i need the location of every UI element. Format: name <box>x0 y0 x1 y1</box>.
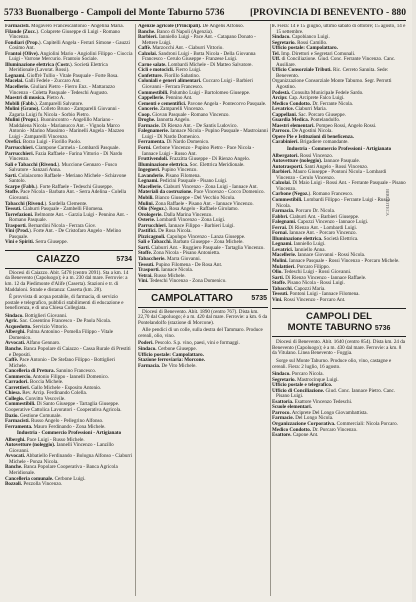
directory-entry: Legnami. Ianniello Luigi. <box>272 241 326 248</box>
directory-entry: Alberghi. Palma Antonino - Pomella Filippo - Vitale Domenico. <box>5 329 113 341</box>
directory-entry: Trasporti. Iannace Nicola. <box>138 267 194 274</box>
directory-entry: Cancelleria comunale. Cerbone Luigi. <box>5 475 86 482</box>
directory-entry: Cancelleria di Pretura. Sannino Francesco. <box>5 368 97 375</box>
directory-entry: Pizzicagnoli. Capolupo Vincenzo - Lanza Giuseppe. <box>138 233 246 240</box>
column-middle <box>138 24 268 596</box>
directory-entry: Organizzazione Consorziale Monte Taburno. Segr. Perrotti Agostino. <box>272 78 392 91</box>
directory-entry: Vini. Tedeschi Vincenzo - Zona Domenico. <box>138 278 227 285</box>
directory-entry: Dazio. Gestione Comunale. <box>5 412 62 419</box>
column-divider <box>135 24 136 596</box>
caiazzo-entries <box>5 314 133 430</box>
directory-entry: Levatrici. Ianniello Anna. <box>272 246 326 253</box>
directory-entry: Concerie. Zamparelli Vincenzo. <box>138 106 205 113</box>
directory-entry: Levatrice. Ciaburri Maria. <box>272 106 327 113</box>
directory-entry: Avvocati. Abbatiello Ferdinando - Bologna Alfonso - Ciaburri Michele - Ponza Nicola. <box>5 453 133 465</box>
directory-entry: Carabinieri. Brigadiere comandante. <box>272 139 349 146</box>
directory-entry: Pastifici. De Rosa Nicola. <box>138 228 192 235</box>
directory-entry: Molini (Grano). Colleto Bruno - Zamparelli Giovanni - Zagaria Luigi fu Nicola - Sorbio Pietro. <box>5 106 120 118</box>
directory-entry: Calzolai. Sandroni Luigi - Botta Nicola - Della Giovanna Francesco - Cerulo Giuseppe - Franzese Luigi. <box>138 50 256 63</box>
town-description-2: Sorge sul Monte Taburno. Produce olio, vino, castagne e cereali. Fiera: 2 luglio, 16 agosto. <box>272 357 392 370</box>
directory-entry: Ferramenta. Di Nardo Domenico. <box>138 139 210 146</box>
directory-entry: Mulini (Propr.). Buonincontro - Angelillo Mariano - Maddalena Nicola - Marianucco Ant. - Vignola Marco Antonio - Marino Massimo - Marinelli Angela - Mazzeo Luigi - Zamparelli Vincenzo. <box>5 117 125 140</box>
directory-entry: Autotrasporti. Santi Angelo - Rossi Vincenzo. <box>272 163 369 170</box>
directory-entry: Olio. Tedeschi Luigi - Rossi Giovanni. <box>272 269 352 276</box>
directory-entry: Sarti. Di Rienzo Vincenzo - Iannace Raffaele. <box>272 274 367 281</box>
directory-entry: Coloniali e generi alimentari. Cuccaro Luigi - Barbieri Giovanni - Ferrara Francesco. <box>138 78 253 91</box>
directory-entry: Farmacia. Porcaro Dr. Nicola. <box>272 208 336 215</box>
directory-entry: Medico Condotto. Dr. Porcaro Vincenzo. <box>272 426 358 433</box>
directory-entry: Ufficio Consorziale Tributi. Ric. Cerreto Sannita. Sede: Benevento. <box>272 67 389 79</box>
directory-entry: Illuminazione elettrica. Soc. Elettrica Meridionale. <box>138 161 245 168</box>
town-description: Diocesi di Benevento. Abit. 1640 (centro 854). Dista km. 24 da Benevento (Capoluogo); è a m. 430 dal mare. Ferrovie: a km. 8 da Vitulano. Linea Benevento - Foggia. <box>272 339 406 357</box>
town-name: CAMPOLATTARO <box>151 292 233 304</box>
directory-entry: Ufficio postale: Campolattaro. <box>138 351 204 358</box>
section-heading: Industria - Commercio Professioni - Artigianato <box>286 146 392 153</box>
directory-entry: Ufficio postale e telegrafico. <box>272 382 333 389</box>
directory-entry: Avvocati. Alfano Gennaro. <box>5 340 61 347</box>
directory-entry: Tessuti. Pupino Filomena - De Rosa Ant. <box>138 261 223 268</box>
directory-entry: Farmacie. Del Longo Nicola. <box>272 415 334 422</box>
directory-entry: Orologerie. Dalla Marina Vincenzo. <box>138 211 213 218</box>
caiazzo-entries-2 <box>5 438 133 488</box>
directory-entry: Organizzazione Corporativa. Commerciali: Nicola Porcaro. <box>272 421 398 427</box>
directory-entry: Falegnami. Capozzi Vincenzo - Iannace Luigi. <box>272 219 369 226</box>
directory-entry: Carne salate. Lombardi Michele - Di Matteo Salvatore. <box>138 61 253 68</box>
directory-entry: F. Fiera: 14 e 15 giugno, ultimo sabato di ottobre; 15 agosto, 14 e 15 settembre. <box>272 24 406 35</box>
campolattaro-commerce-entries <box>272 154 406 304</box>
directory-entry: Bozzoli. Pezzolla Vincenzo. <box>5 481 63 488</box>
caiazzo-commerce-entries <box>138 24 268 285</box>
directory-entry: Illuminazione elettrica (Costr.). Società Elettrica Meridionale (Lavorat. Rossi). <box>5 61 108 74</box>
directory-entry: Barbieri. Mauro Giuseppe - Pontoni Nicola - Lombardi Vincenzo - Cerulo Vincenzo. <box>272 169 387 181</box>
town-description: Diocesi di Caiazzo. Abit. 5478 (centro 2091). Sta a km. 14 da Benevento (Capoluogo); è a m. 230 dal mare. Ferrovie: a km. 12 da Piedimonte d'Alife (Caserta). Stazioni e tr. di Maddaloni. Strade e distanza: Caserta (km. 28). <box>5 269 129 293</box>
directory-entry: Vini (Prod.). Forte Ant. - De Cristofaro Angelo - Melino Pasquale. <box>5 228 122 240</box>
directory-entry: Stoffe. Pace Nicola - Barbato Ant. - Serra Adelina - Colella Giovanni. <box>5 189 127 201</box>
directory-entry: Stoffe. Zona Nicola - Pisano Antonietta. <box>138 250 221 257</box>
directory-entry: Segretario. Rossi Camillo. <box>272 39 328 46</box>
side-stamp: BIBLIOTECA <box>384 189 390 216</box>
directory-entry: Ufficio di Conciliazione. Giud. Conc. Iannace Pietro. Canc. Pisano Luigi. <box>272 387 396 400</box>
campoli-entries <box>272 372 406 439</box>
directory-entry: Legnami. Gioffrè Tullio - Vitale Pasquale - Forte Rosa. <box>5 72 119 79</box>
directory-entry: Vini. Rossi Vincenzo - Porcaro Ant. <box>272 296 346 303</box>
directory-entry: Legnami. Pedicini Pasquale - Pisano Luigi. <box>138 178 228 185</box>
directory-entry: Carbone (Negoz.). Romano Francesco. <box>272 191 354 198</box>
section-heading: Industria - Commercio Professioni - Artigianato <box>16 430 122 437</box>
column-left <box>5 24 133 596</box>
directory-entry: Farmacie. Di Rienzo Ant. - De Santis Ludovico. <box>138 122 238 129</box>
directory-entry: Cappellerie. Pennino Ant. <box>138 95 193 102</box>
directory-entry: Agric. Sac. Cosentino Francesco - De Paola Nicola. <box>5 318 112 325</box>
directory-entry: Banche. Banco di Napoli (Agenzia). <box>138 28 213 35</box>
directory-entry: Commestibili. Di Santo Giuseppe - Tartaglia Giuseppe. <box>5 401 120 408</box>
directory-entry: Commestibili. Lombardi Filippo - Ferrante Luigi - Russo Nicola. <box>272 196 390 209</box>
directory-entry: Fornai. Iannace Ant. - Porcaro Vincenzo. <box>272 230 357 237</box>
directory-entry: Uff. di Conciliazione. Giud. Conc. Ferrante Vincenzo. Canc. Ausiliare. <box>272 56 396 68</box>
town-code: 5735 <box>251 294 267 302</box>
directory-entry: Carradori. Boccia Michele. <box>5 379 64 386</box>
directory-entry: Parrucchieri. Fazia Raffaele - Farina Vittorio - Di Nardo Vincenzo. <box>5 150 123 163</box>
directory-entry: Maestri di musica. Pietro A. <box>5 95 65 102</box>
directory-entry: Forni. Cerbone Vincenzo - Pupino Pietro - Pace Nicola - Iannace Luigi - Russo Ant. <box>138 145 255 157</box>
directory-entry: Coop. Giovan Pasquale - Romano Vincenzo. <box>138 111 230 118</box>
directory-entry: Maestri elementari. Pompeo Rossi, Angelo Rossi. <box>272 122 377 129</box>
directory-entry: Farmacia. De Vito Michele. <box>138 362 197 369</box>
directory-entry: Lavanderie. Pisano Filomena. <box>138 172 201 179</box>
directory-entry: Tessuti. Ciaburri Pasquale - Zambelli Filomena. <box>5 206 104 213</box>
directory-entry: Parrucchieri. Ciampone Carmela - Lombardi Pasquale. <box>5 145 120 152</box>
directory-entry: Osterie. Lombardi Vincenzo - Zona Luigi. <box>138 217 226 224</box>
directory-entry: Banche. Banca Popolare di Caiazzo - Cassa Rurale di Prestiti e Depositi. <box>5 345 131 358</box>
directory-entry: Sarti. Colaiacomo Raffaele - Meriano Michele - Schiavone Santolo. <box>5 172 127 185</box>
directory-entry: Mobili. Bianco Giuseppe - Del Vecchio Nicola. <box>138 194 236 201</box>
directory-entry: Macellerie. Giuliani Pietro - Fierro Enz. - Mattarazzo Vincenzo - Coletta Pasquale - Tedeschi Augusto. <box>5 84 115 96</box>
directory-entry: Cicli e motocicli. Fierro Luigi. <box>138 67 202 74</box>
directory-entry: Tabacchi (Rivend.). Sardella Clemente. <box>5 200 88 207</box>
directory-entry: Cappellani. Sac. Porcaro Giuseppe. <box>272 111 346 118</box>
directory-entry: Podestà. Consulta Municipale Fedele Sardo. <box>272 89 364 96</box>
campolattaro-entries <box>138 341 268 369</box>
directory-entry: Vetrai. Russo Michele. <box>138 272 186 279</box>
directory-entry: Illuminazione elettrica. Società Elettrica. <box>272 235 359 242</box>
directory-entry: Trasporti. Bernardini Nicola - Ferrara Giov. <box>5 222 97 229</box>
directory-entry: Ferramenta. Mauro Ferdinando - Zona Michele. <box>5 423 106 430</box>
directory-entry: Commercio. Antonio Filippo - Iannelli Domenico. <box>5 373 109 380</box>
directory-entry: Stazione ferroviaria: Morcone. <box>138 357 205 364</box>
town-description-2: È provvista di acqua potabile, di farmacia, di servizio postale e telegrafico, pubblici stabilimenti di educazione e beneficenza, e di una Chiesa Collegiata. <box>5 294 124 312</box>
directory-entry: Alberghi. Pace Luigi - Russo Michele. <box>5 436 85 443</box>
directory-entry: Medico Condotto. Dr. Ferrante Nicola. <box>272 100 354 107</box>
directory-entry: Fruttivendoli. Frazzitta Giuseppe - Di Rienzo Angelo. <box>138 156 251 163</box>
directory-entry: Molini. Iannace Pasquale - Rossi Vincenzo - Porcaro Michele. <box>272 257 400 264</box>
directory-entry: Esattoria. Esattore Vincenzo Tedeschi. <box>272 398 353 405</box>
campoli-title <box>272 308 406 337</box>
directory-entry: Poderi. Pescolo. S.p. vino, paesi, vini e formaggi. <box>138 340 240 347</box>
town-description: Diocesi di Benevento. Abit. 1890 (centro 767). Dista km. 22,70 dal Capoluogo; è a m. 420 dal mare. Ferrovie: a km. 6 da Pontelandolfo (stazione di Morcone). <box>138 308 268 326</box>
caiazzo-title <box>5 250 133 269</box>
directory-entry: Scarpe (Fabb.). Forte Raffaele - Tedeschi Giuseppe. <box>5 183 113 190</box>
column-right <box>272 24 406 596</box>
directory-entry: Chiesa. Rev. Arcip. Ferdinando Colella. <box>5 390 88 397</box>
directory-entry: Calzolai. Di Maio Luigi - Rossi Ant. - Ferrante Pasquale - Pisano Vincenzo. <box>272 180 406 192</box>
directory-entry: Autovetture (noleggio). Iannelli Vincenzo - Lanzillo Giovanni. <box>5 442 114 454</box>
directory-entry: Parroco. Arciprete Del Longo Giovambattista. <box>272 409 368 416</box>
directory-entry: Vini e Spiriti. Serra Giuseppe. <box>5 239 68 246</box>
directory-entry: Esattore. Capone Ant. <box>272 432 319 439</box>
directory-entry: Tabaccherie. Marra Giovanni. <box>138 255 201 262</box>
directory-entry: Parroco. De Agostini Nicola. <box>272 128 333 135</box>
directory-entry: Sarti. Ciaburri Ant. - Ruggiero Pasquale - Tartaglia Vincenzo. <box>138 244 265 251</box>
directory-entry: Macellerie. Iannace Giovanni - Rossi Nicola. <box>272 252 366 259</box>
directory-entry: Barbieri. Ianniello Luigi - Pace Ant. - Catapano Donato - Mettere Luigi. <box>138 34 256 46</box>
directory-entry: Ingegneri. Pupino Vincenzo. <box>138 167 198 174</box>
header-left: 5733 Buonalbergo - Campoli del Monte Taburno 5736 <box>4 7 225 18</box>
directory-entry: Olio (Negoz.). Rosa Angelo - Raffaele Girolamo. <box>138 206 239 213</box>
directory-entry: Fabbri. Ciaburri Ant. - Barbieri Giuseppe. <box>272 213 360 220</box>
directory-entry: Droghe. Iannotta Angelo. <box>138 117 191 124</box>
directory-entry: Farmacisti. Mogavero Francescantonio - Angelina Maria. <box>5 24 124 29</box>
directory-entry: Stoffe. Pisano Nicola - Rossi Luigi. <box>272 280 345 287</box>
town-name-line1: CAMPOLI DEL <box>305 311 373 323</box>
directory-entry: Macellerie. Ciaburri Vincenzo - Zona Luigi - Iannace Ant. <box>138 183 258 190</box>
directory-entry: Collegio. Convitto Vescovile. <box>5 395 66 402</box>
directory-entry: Ferrai. Di Rienzo Ant. - Lombardi Luigi. <box>272 224 358 231</box>
campolattaro-cont-entries <box>272 24 406 146</box>
directory-entry: Acquedotto. Servizio Vittorio. <box>5 323 68 330</box>
directory-entry: Sali e Tabacchi (Rivend.). Muccione Gennaro - Fusco Salvatore - Sanzari Anna. <box>5 161 118 174</box>
town-code: 5736 <box>374 325 391 333</box>
directory-entry: Caffè. Marzocchi Ant. - Ciaburri Vittorio. <box>138 45 224 52</box>
directory-entry: Sindaco. Bottiglieri Giovanni. <box>5 312 68 319</box>
directory-entry: Autovetture (noleggio). Iannace Pasquale. <box>272 158 361 165</box>
directory-entry: Fondiari (Prop.). Capitelli Angela - Ferrari Simone - Gauzzi Cosimo Ant. <box>5 39 130 52</box>
directory-entry: Agenzie agricole (Principali). De Angelis Alfonso. <box>138 24 244 29</box>
column-divider <box>270 24 271 596</box>
directory-entry: Cooperative Cattolica Lavoratori - Cooperativa Agricola. <box>5 407 122 413</box>
town-description-2: Alle pendici di un colle, sulla destra del Tammaro. Produce cereali, olio, vino. <box>138 327 263 339</box>
directory-entry: Sindaco. Capobianco Luigi. <box>272 34 330 41</box>
directory-entry: Tel. Imp. Direttori e Segretari Comunali. <box>272 50 356 57</box>
directory-entry: Tabacchi. Capozzi Maria. <box>272 285 326 292</box>
directory-entry: Confetture. Fiorillo Sabatino. <box>138 72 200 79</box>
directory-entry: Albergatori. Rossi Vincenzo. <box>272 152 334 159</box>
directory-entry: Caffè. Pace Antonio - De Stefano Filippo - Bottiglieri Michele. <box>5 357 115 369</box>
campolattaro-title <box>138 289 268 308</box>
directory-entry: Sali e Tabacchi. Barbato Giuseppe - Zona Michele. <box>138 239 244 246</box>
directory-entry: Frantoi (Olive). Angiolini Mario - Angiolini Filippo - Cioccia Luigi - Varrone Mercurio. Frantoio Sociale. <box>5 50 133 63</box>
directory-entry: Opere Pie e Istituzioni di beneficenza. <box>272 133 354 140</box>
town-code: 5734 <box>116 255 132 263</box>
directory-entry: Materiali da costruzione. Pace Vincenzo - Cocco Domenico. <box>138 189 265 196</box>
directory-entry: Macelai. Galli Fedele - Zuccaro Ant. <box>5 78 81 85</box>
directory-entry: Mulattieri. Porcaro Filippo. <box>272 263 331 270</box>
directory-entry: Tessuti. Pontoni Luigi - Iannace Filomena. <box>272 291 360 298</box>
town-name-line2: MONTE TABURNO <box>287 322 373 334</box>
directory-entry: Arcipr. Cap. Arciprete Falco Luigi. <box>272 95 345 102</box>
directory-entry: Banche. Banca Popolare Cooperativa - Banca Agricola Meridionale. <box>5 464 118 477</box>
directory-entry: Mobili (Fabb.). Zamparelli Salvatore. <box>5 100 84 107</box>
page-header <box>4 6 406 21</box>
directory-entry: Commestibili. Palumbo Luigi - Bartolomeo Giuseppe. <box>138 89 251 96</box>
directory-entry: Scuole elementari. <box>272 404 312 411</box>
directory-entry: Sindaco. Cerbone Giuseppe. <box>138 345 197 352</box>
directory-entry: Ufficio postale: Campolattaro. <box>272 45 338 52</box>
directory-entry: Carrettieri. Gallo Michele - Esposito Antonio. <box>5 384 102 391</box>
directory-entry: Torrefazioni. Belmonte Ant. - Garzia Luigi - Pennino Ant. - Romano Pasquale. <box>5 211 129 224</box>
directory-entry: Guardia Medica. Pontelandolfo. <box>272 117 341 124</box>
buonalbergo-entries <box>5 24 133 246</box>
directory-entry: Parrucchieri. Iannace Filippo - Barbieri Luigi. <box>138 222 235 229</box>
header-right: [PROVINCIA DI BENEVENTO - 880 <box>249 7 406 18</box>
directory-entry: Cementi e cementifici. Pavone Angela - Pontecorvo Pasquale. <box>138 100 267 107</box>
directory-entry: Sindaco. Porcaro Nicola. <box>272 371 324 378</box>
directory-entry: Filande (Zucc.). Colaprete Giuseppe di Luigi - Romano Vincenzo. <box>5 28 121 41</box>
directory-entry: Orefici. Borzo Luigi - Fiorillo Paolo. <box>5 139 82 146</box>
directory-entry: Falegnamerie. Iannace Nicola - Pupino Pasquale - Mastroianni Luigi - Di Nardo Domenico. <box>138 128 268 140</box>
town-name: CAIAZZO <box>36 253 80 265</box>
directory-entry: Segretario. Mastrocinque Luigi. <box>272 376 339 383</box>
directory-entry: Farmacisti. Russo Angelo - Pellegrino Alfonso. <box>5 418 104 425</box>
directory-entry: Mulini. Zona Raffaele - Pisano Ant. - Iannace Vincenzo. <box>138 200 254 207</box>
